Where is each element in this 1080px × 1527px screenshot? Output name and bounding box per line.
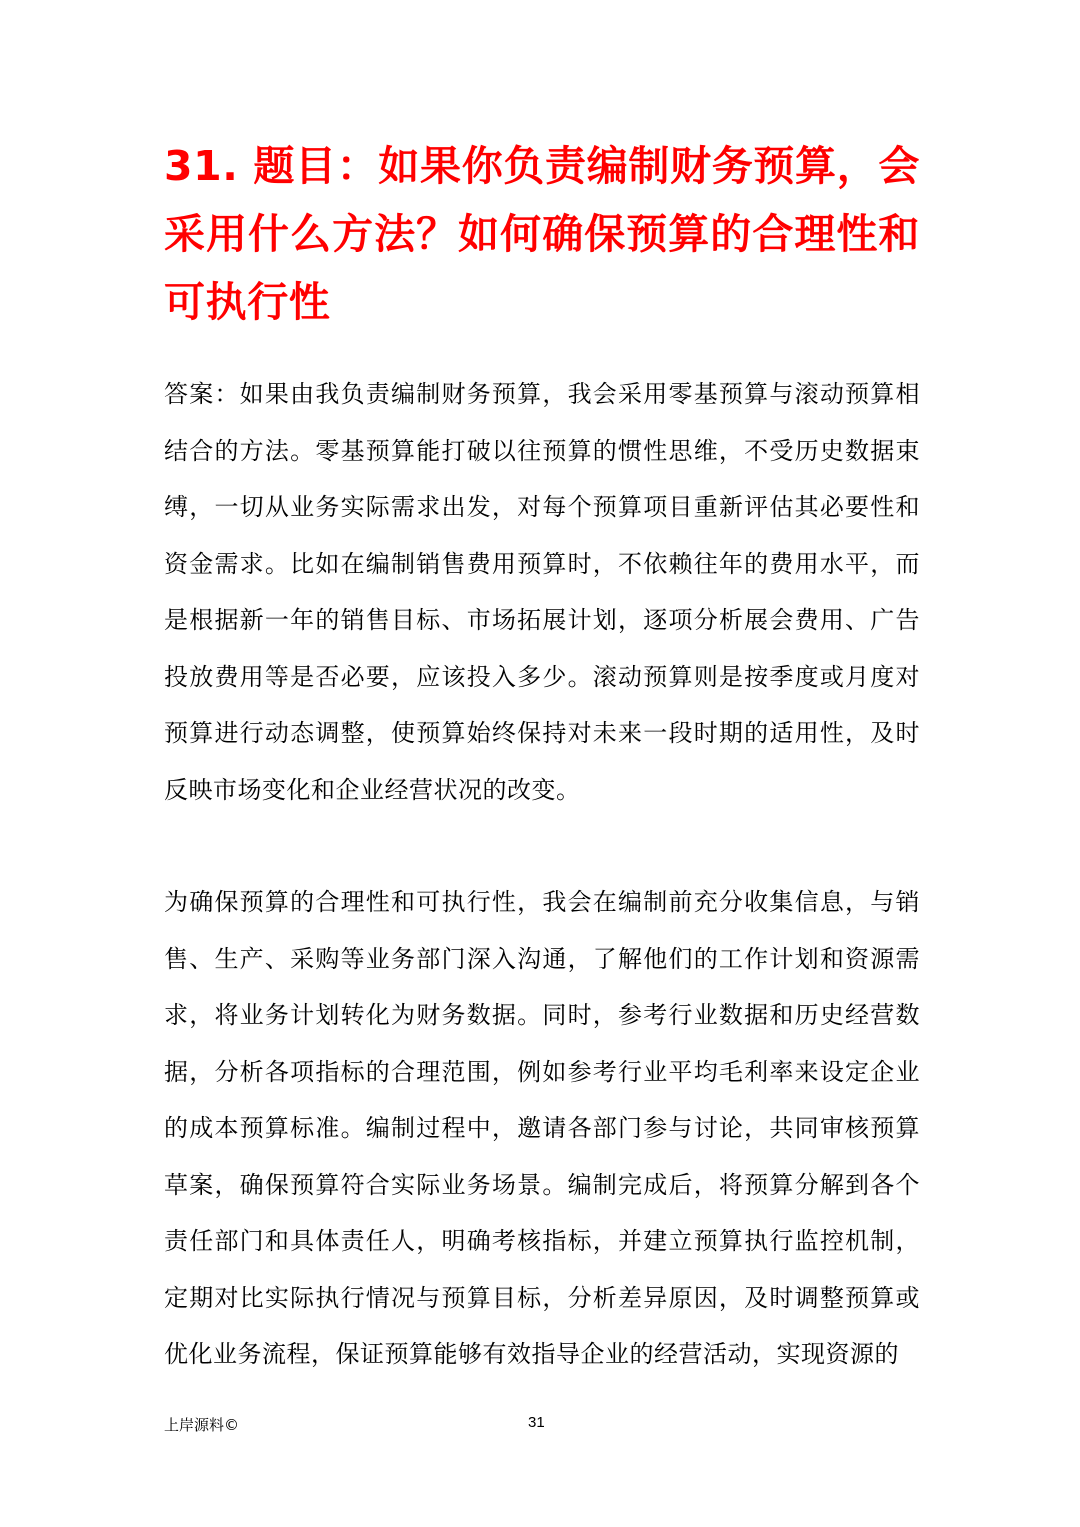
footer-source-label: 上岸源料© <box>164 1416 240 1434</box>
answer-paragraph-1: 答案：如果由我负责编制财务预算，我会采用零基预算与滚动预算相结合的方法。零基预算能打破以往预算的惯性思维，不受历史数据束缚，一切从业务实际需求出发，对每个预算项目重新评估其必要性和资金需求。比如在编制销售费用预算时，不依赖往年的费用水平，而是根据新一年的销售目标、市场拓展计划，逐项分析展会费用、广告投放费用等是否必要，应该投入多少。滚动预算则是按季度或月度对预算进行动态调整，使预算始终保持对未来一段时期的适用性，及时反映市场变化和企业经营状况的改变。 <box>164 380 920 804</box>
page-number: 31 <box>528 1414 545 1431</box>
question-title: 31. 题目：如果你负责编制财务预算，会采用什么方法？如何确保预算的合理性和可执行性 <box>164 142 920 326</box>
answer-paragraph-2: 为确保预算的合理性和可执行性，我会在编制前充分收集信息，与销售、生产、采购等业务部门深入沟通，了解他们的工作计划和资源需求，将业务计划转化为财务数据。同时，参考行业数据和历史经营数据，分析各项指标的合理范围，例如参考行业平均毛利率来设定企业的成本预算标准。编制过程中，邀请各部门参与讨论，共同审核预算草案，确保预算符合实际业务场景。编制完成后，将预算分解到各个责任部门和具体责任人，明确考核指标，并建立预算执行监控机制，定期对比实际执行情况与预算目标，分析差异原因，及时调整预算或优化业务流程，保证预算能够有效指导企业的经营活动，实现资源的 <box>164 888 920 1368</box>
